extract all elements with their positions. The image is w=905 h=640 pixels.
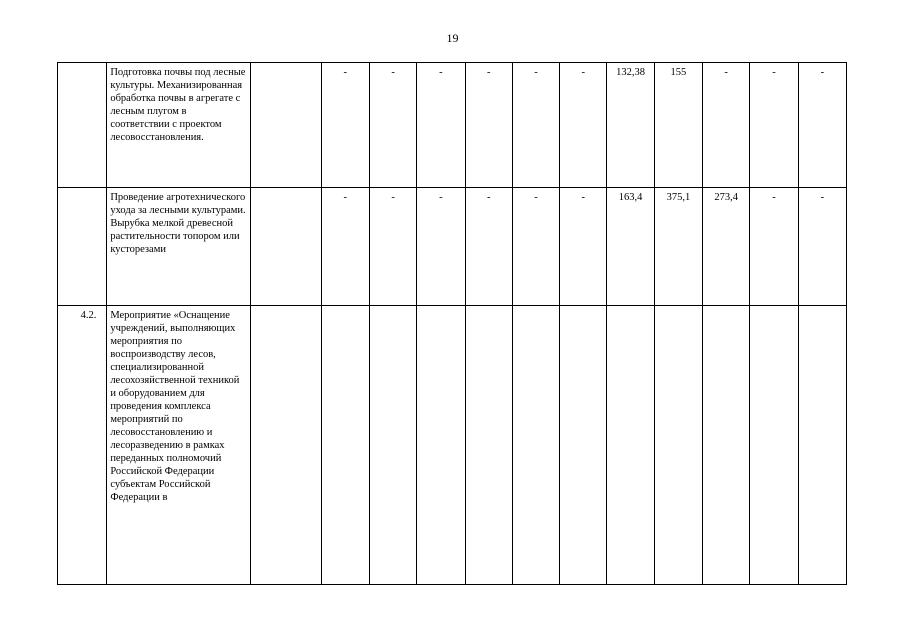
value-cell: - xyxy=(560,63,607,188)
row-number-cell xyxy=(58,188,107,306)
value-cell xyxy=(750,306,798,585)
value-cell xyxy=(512,306,559,585)
empty-cell xyxy=(251,306,321,585)
value-cell: - xyxy=(369,63,416,188)
table-row xyxy=(58,63,847,188)
value-cell xyxy=(798,306,846,585)
value-cell: - xyxy=(417,63,465,188)
row-description-cell: Подготовка почвы под лесные культуры. Механизированная обработка почвы в агрегате с лесным плугом в соответствии с проектом лесовосстановления. xyxy=(107,63,251,188)
value-cell: - xyxy=(560,188,607,306)
row-number-cell xyxy=(58,63,107,188)
value-cell: - xyxy=(321,188,369,306)
value-cell: - xyxy=(369,188,416,306)
value-cell: 375,1 xyxy=(654,188,702,306)
value-cell xyxy=(369,306,416,585)
value-cell: - xyxy=(321,63,369,188)
value-cell: - xyxy=(798,188,846,306)
row-description-cell: Проведение агротехнического ухода за лесными культурами. Вырубка мелкой древесной растительности топором или кусторезами xyxy=(107,188,251,306)
empty-cell xyxy=(251,63,321,188)
value-cell: - xyxy=(703,63,750,188)
table-row xyxy=(58,188,847,306)
value-cell xyxy=(560,306,607,585)
value-cell: - xyxy=(750,63,798,188)
value-cell: - xyxy=(417,188,465,306)
value-cell xyxy=(654,306,702,585)
value-cell: - xyxy=(465,63,512,188)
empty-cell xyxy=(251,188,321,306)
value-cell: 273,4 xyxy=(703,188,750,306)
value-cell: 155 xyxy=(654,63,702,188)
value-cell: - xyxy=(512,63,559,188)
value-cell xyxy=(607,306,654,585)
page-number: 19 xyxy=(446,31,459,45)
value-cell xyxy=(703,306,750,585)
value-cell: - xyxy=(512,188,559,306)
table-row xyxy=(58,306,847,585)
value-cell xyxy=(321,306,369,585)
value-cell: 163,4 xyxy=(607,188,654,306)
program-activities-table xyxy=(57,62,847,585)
value-cell: - xyxy=(798,63,846,188)
value-cell: - xyxy=(750,188,798,306)
value-cell: - xyxy=(465,188,512,306)
row-number-cell: 4.2. xyxy=(58,306,107,585)
value-cell xyxy=(465,306,512,585)
value-cell xyxy=(417,306,465,585)
value-cell: 132,38 xyxy=(607,63,654,188)
row-description-cell: Мероприятие «Оснащение учреждений, выполняющих мероприятия по воспроизводству лесов, специализированной лесохозяйственной техникой и оборудованием для проведения комплекса мероприятий по лесовосстановлению и лесоразведению в рамках переданных полномочий Российской Федерации субъектам Российской Федерации в xyxy=(107,306,251,585)
